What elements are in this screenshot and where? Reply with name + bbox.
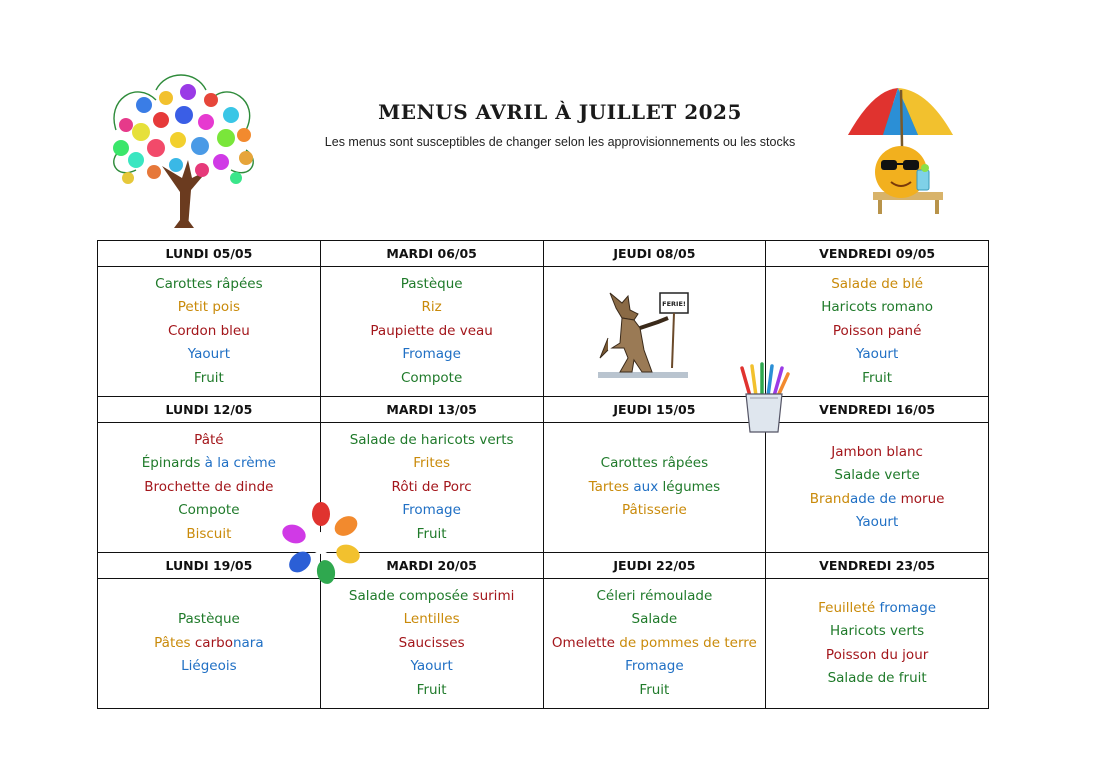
day-header: VENDREDI 16/05 [766, 397, 989, 423]
menu-item-text: de pommes de terre [619, 634, 757, 651]
menu-item [321, 273, 543, 297]
menu-item-text: carbo [194, 634, 233, 651]
menu-item-text: nara [232, 634, 264, 651]
day-menu-cell [98, 267, 321, 397]
menu-item [766, 273, 988, 297]
menu-item-text: Haricots romano [821, 299, 934, 316]
menu-item-text: Fruit [193, 369, 224, 386]
day-header: MARDI 06/05 [320, 241, 543, 267]
menu-item-text: Fromage [402, 346, 461, 363]
menu-item [544, 452, 766, 476]
menu-item-text: Poisson pané [832, 322, 922, 339]
menu-item-text: Carottes râpées [155, 275, 263, 292]
menu-item [766, 620, 988, 644]
menu-item [766, 367, 988, 391]
menu-item-text: morue [900, 490, 945, 507]
colorful-hands-illustration [276, 498, 366, 588]
menu-item-text: Fruit [862, 369, 893, 386]
menu-row [98, 267, 989, 397]
menu-item [321, 585, 543, 609]
day-header: VENDREDI 09/05 [766, 241, 989, 267]
menu-item-text: Lentilles [403, 611, 460, 628]
menu-item [544, 476, 766, 500]
menu-item-text: Yaourt [187, 346, 231, 363]
menu-item [766, 464, 988, 488]
menu-item [766, 441, 988, 465]
menu-row [98, 579, 989, 709]
menu-item [766, 488, 988, 512]
menu-item [321, 320, 543, 344]
menu-item-text: légumes [662, 478, 721, 495]
menu-item-text: Fromage [402, 502, 461, 519]
menu-item [321, 452, 543, 476]
day-header: JEUDI 22/05 [543, 553, 766, 579]
day-header: LUNDI 19/05 [98, 553, 321, 579]
menu-item [98, 655, 320, 679]
coyote-holiday-sign-illustration [598, 288, 698, 383]
menu-item [321, 632, 543, 656]
menu-item-text: Pâtisserie [621, 502, 687, 519]
menu-item-text: Compote [178, 502, 240, 519]
menu-item-text: Haricots verts [830, 623, 925, 639]
menu-item-text: Salade verte [834, 467, 920, 483]
menu-item-text: Yaourt [410, 658, 453, 675]
page-title: MENUS AVRIL À JUILLET 2025 [378, 100, 742, 124]
menu-item-text: Pastèque [177, 611, 240, 628]
menu-item-text: Pâtes [154, 634, 195, 651]
menu-item [766, 320, 988, 344]
menu-item-text: Salade de fruit [827, 670, 927, 686]
menu-item-text: Rôti de Porc [391, 478, 472, 495]
menu-item [321, 655, 543, 679]
day-header: MARDI 13/05 [320, 397, 543, 423]
menu-item-text: à la crème [204, 455, 276, 472]
menu-item [321, 679, 543, 703]
menu-item [98, 452, 320, 476]
day-header: JEUDI 08/05 [543, 241, 766, 267]
day-menu-cell [543, 423, 766, 553]
menu-item [321, 343, 543, 367]
menu-item-text: Frites [413, 455, 450, 472]
menu-item [321, 429, 543, 453]
holiday-sign-text: FERIE! [662, 300, 686, 308]
menu-item-text: Salade de haricots verts [349, 431, 514, 448]
menu-item-text: Poisson du jour [825, 646, 929, 663]
menu-item [544, 585, 766, 609]
day-menu-cell [320, 267, 543, 397]
menu-item-text: Compote [400, 369, 463, 386]
menu-item [98, 343, 320, 367]
menu-item-text: Fruit [416, 525, 447, 542]
menu-item-text: Céleri rémoulade [596, 587, 713, 604]
menu-item [766, 296, 988, 320]
menu-item [321, 608, 543, 632]
menu-item-text: Petit pois [177, 299, 240, 316]
day-menu-cell [766, 423, 989, 553]
menu-item-text: Paupiette de veau [370, 322, 493, 339]
day-header: MARDI 20/05 [320, 553, 543, 579]
menu-item-text: Yaourt [855, 346, 899, 363]
menu-item [98, 320, 320, 344]
menu-item-text: fromage [879, 599, 937, 616]
day-header-row [98, 241, 989, 267]
menu-item [321, 296, 543, 320]
menu-item [766, 343, 988, 367]
menu-item-text: Feuilleté [818, 599, 880, 616]
menu-item [98, 367, 320, 391]
menu-item [98, 608, 320, 632]
menu-item-text: Pastèque [400, 275, 463, 292]
menu-item-text: Omelette [551, 634, 620, 651]
menu-item-text: Brand [809, 490, 851, 507]
menu-item-text: aux [633, 478, 663, 495]
menu-item-text: Salade composée [348, 587, 473, 604]
menu-item [98, 632, 320, 656]
menu-item-text: Jambon blanc [831, 443, 923, 460]
menu-item-text: Brochette de dinde [144, 478, 274, 495]
menu-item-text: Yaourt [855, 514, 899, 530]
menu-item [544, 499, 766, 523]
day-header: LUNDI 12/05 [98, 397, 321, 423]
day-menu-cell [320, 579, 543, 709]
menu-item [98, 273, 320, 297]
day-header: LUNDI 05/05 [98, 241, 321, 267]
menu-item [766, 597, 988, 621]
menu-item-text: Tartes [588, 478, 634, 495]
menu-item-text: Liégeois [181, 658, 237, 675]
menu-item [544, 632, 766, 656]
menu-item-text: Cordon bleu [167, 322, 250, 339]
menu-item [544, 679, 766, 703]
menu-item [321, 476, 543, 500]
menu-item [766, 644, 988, 668]
day-menu-cell [766, 267, 989, 397]
day-header: VENDREDI 23/05 [766, 553, 989, 579]
menu-item [98, 296, 320, 320]
menu-item-text: Fruit [639, 681, 670, 698]
day-header-row [98, 553, 989, 579]
menu-row [98, 423, 989, 553]
menu-item [766, 667, 988, 691]
menu-item-text: Riz [421, 299, 442, 316]
pencil-cup-illustration [738, 362, 790, 434]
day-menu-cell [766, 579, 989, 709]
menu-item [98, 476, 320, 500]
menu-item-text: Salade [631, 611, 678, 628]
menu-item-text: Saucisses [398, 634, 465, 651]
menu-table [97, 240, 989, 709]
menu-item-text: surimi [472, 587, 515, 604]
menu-item [321, 367, 543, 391]
day-header: JEUDI 15/05 [543, 397, 766, 423]
menu-item-text: ade de [850, 490, 901, 507]
menu-item [98, 429, 320, 453]
menu-item-text: Pâté [194, 431, 224, 448]
menu-item [544, 655, 766, 679]
menu-item-text: Épinards [141, 455, 205, 472]
menu-item-text: Biscuit [186, 525, 232, 542]
flower-tree-illustration [96, 70, 271, 230]
sun-umbrella-emoji-illustration [843, 80, 958, 220]
page-subtitle: Les menus sont susceptibles de changer selon les approvisionnements ou les stocks [324, 135, 796, 149]
menu-item-text: Salade de blé [831, 275, 924, 292]
day-header-row [98, 397, 989, 423]
menu-item-text: Carottes râpées [600, 455, 709, 472]
menu-item-text: Fromage [625, 658, 684, 675]
day-menu-cell [543, 579, 766, 709]
menu-item-text: Fruit [416, 681, 447, 698]
menu-item [544, 608, 766, 632]
menu-item [766, 511, 988, 535]
day-menu-cell [98, 579, 321, 709]
